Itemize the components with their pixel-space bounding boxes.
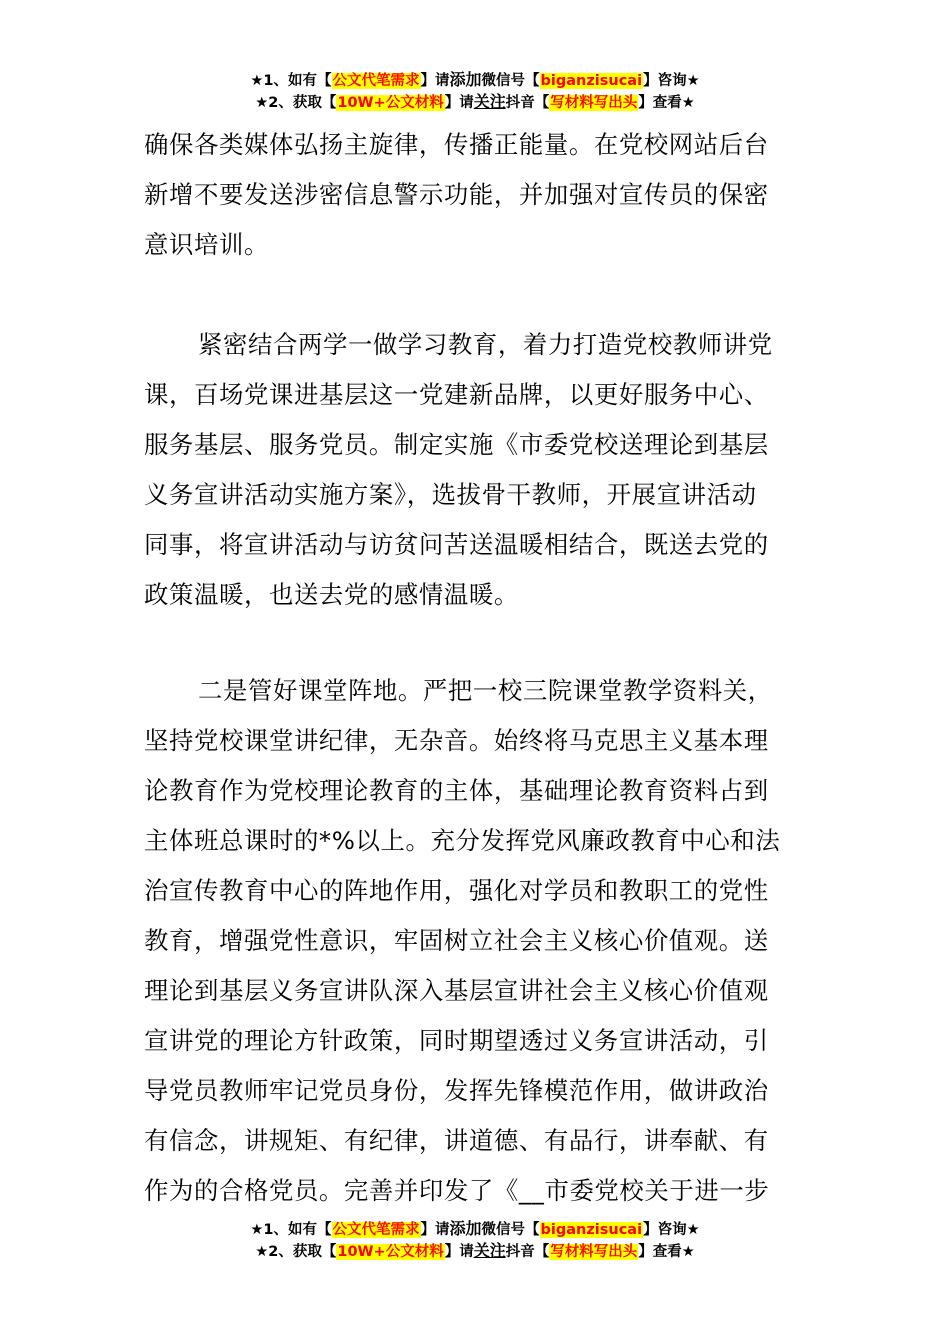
- highlight-wechat-id: biganzisucai: [540, 1222, 643, 1238]
- banner-line-wechat: [0, 69, 950, 91]
- banner-text: 】请: [420, 73, 450, 89]
- header-banner-bottom: [0, 1218, 950, 1262]
- text-line: 政策温暖，也送去党的感情温暖。: [144, 580, 519, 609]
- highlight-ghostwriting: 公文代笔需求: [332, 73, 420, 89]
- banner-text: 】查看★: [638, 1244, 695, 1260]
- highlight-materials: 10W+公文材料: [337, 1244, 444, 1260]
- text-line: 紧密结合两学一做学习教育，着力打造党校教师讲党: [198, 330, 773, 359]
- text-line: 有信念，讲规矩、有纪律，讲道德、有品行，讲奉献、有: [144, 1126, 769, 1155]
- text-line: 主体班总课时的*%以上。充分发挥党风廉政教育中心和法: [144, 826, 781, 855]
- text-line: 课，百场党课进基层这一党建新品牌，以更好服务中心、: [144, 380, 769, 409]
- banner-text: 】请: [444, 1244, 474, 1260]
- banner-text: 】请: [420, 1222, 450, 1238]
- highlight-materials: 10W+公文材料: [337, 95, 444, 111]
- highlight-douyin-account: 写材料写出头: [550, 95, 638, 111]
- banner-text: ★2、获取【: [255, 1244, 337, 1260]
- banner-text: 微信号【: [481, 1222, 540, 1238]
- text-line: 作为的合格党员。完善并印发了《__市委党校关于进一步: [144, 1176, 770, 1205]
- banner-line-douyin: [0, 91, 950, 113]
- text-line: 教育，增强党性意识，牢固树立社会主义核心价值观。送: [144, 926, 769, 955]
- text-line: 同事，将宣讲活动与访贫问苦送温暖相结合，既送去党的: [144, 530, 769, 559]
- banner-text-emphasis: 关注: [473, 1241, 506, 1260]
- text-line: 论教育作为党校理论教育的主体，基础理论教育资料占到: [144, 776, 769, 805]
- header-banner-top: [0, 69, 950, 113]
- text-line: 二是管好课堂阵地。严把一校三院课堂教学资料关，: [198, 676, 773, 705]
- banner-text: 】咨询★: [643, 73, 700, 89]
- banner-line-douyin: [0, 1240, 950, 1262]
- banner-line-wechat: [0, 1218, 950, 1240]
- banner-text: 】查看★: [638, 95, 695, 111]
- text-line: 服务基层、服务党员。制定实施《市委党校送理论到基层: [144, 430, 769, 459]
- banner-text: ★1、如有【: [250, 1222, 332, 1238]
- paragraph-1: [144, 120, 808, 270]
- text-line: 义务宣讲活动实施方案》，选拔骨干教师，开展宣讲活动: [144, 480, 757, 509]
- banner-text: 抖音【: [505, 1244, 550, 1260]
- banner-text: 抖音【: [505, 95, 550, 111]
- text-line: 坚持党校课堂讲纪律，无杂音。始终将马克思主义基本理: [144, 726, 769, 755]
- highlight-wechat-id: biganzisucai: [540, 73, 643, 89]
- highlight-ghostwriting: 公文代笔需求: [332, 1222, 420, 1238]
- text-line: 新增不要发送涉密信息警示功能，并加强对宣传员的保密: [144, 180, 769, 209]
- banner-text-emphasis: 关注: [473, 92, 506, 111]
- text-line: 治宣传教育中心的阵地作用，强化对学员和教职工的党性: [144, 876, 769, 905]
- text-line: 宣讲党的理论方针政策，同时期望透过义务宣讲活动，引: [144, 1026, 769, 1055]
- paragraph-3: [144, 666, 808, 1216]
- text-line: 确保各类媒体弘扬主旋律，传播正能量。在党校网站后台: [144, 130, 769, 159]
- banner-text: 微信号【: [481, 73, 540, 89]
- text-line: 导党员教师牢记党员身份，发挥先锋模范作用，做讲政治: [144, 1076, 769, 1105]
- banner-text: ★2、获取【: [255, 95, 337, 111]
- banner-text: 】请: [444, 95, 474, 111]
- text-line: 理论到基层义务宣讲队深入基层宣讲社会主义核心价值观: [144, 976, 769, 1005]
- banner-text-emphasis: 添加: [449, 1219, 482, 1238]
- highlight-douyin-account: 写材料写出头: [550, 1244, 638, 1260]
- text-line: 意识培训。: [144, 230, 269, 259]
- banner-text: 】咨询★: [643, 1222, 700, 1238]
- banner-text-emphasis: 添加: [449, 70, 482, 89]
- paragraph-2: [144, 320, 808, 620]
- banner-text: ★1、如有【: [250, 73, 332, 89]
